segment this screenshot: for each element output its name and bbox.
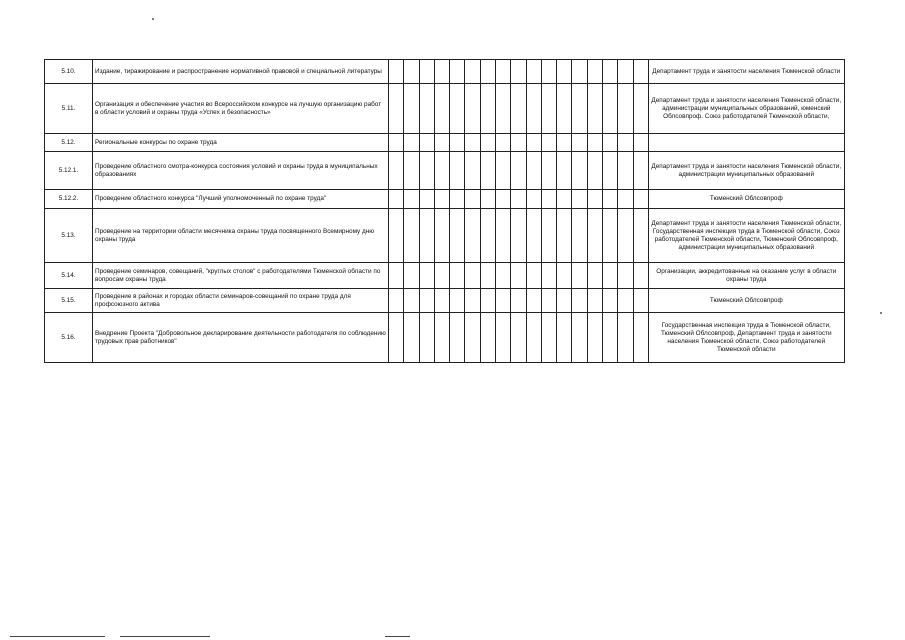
schedule-cell <box>618 60 633 84</box>
schedule-cell <box>404 263 419 289</box>
schedule-cell <box>541 152 556 190</box>
schedule-cell <box>572 152 587 190</box>
scan-speck <box>152 18 154 20</box>
table-row <box>45 209 845 263</box>
schedule-cell <box>495 84 510 134</box>
measure-name: Издание, тиражирование и распространение нормативной правовой и специальной литературы <box>93 60 389 84</box>
schedule-cell <box>450 313 465 363</box>
schedule-cell <box>618 263 633 289</box>
schedule-cell <box>404 134 419 152</box>
responsible-party: Организации, аккредитованные на оказание услуг в области охраны труда <box>648 263 844 289</box>
schedule-cell <box>404 190 419 209</box>
schedule-cell <box>419 152 434 190</box>
schedule-cell <box>419 190 434 209</box>
schedule-cell <box>618 209 633 263</box>
schedule-cell <box>511 134 526 152</box>
item-number: 5.14. <box>45 263 93 289</box>
schedule-cell <box>541 313 556 363</box>
schedule-cell <box>557 263 572 289</box>
schedule-cell <box>419 313 434 363</box>
schedule-cell <box>557 313 572 363</box>
schedule-cell <box>526 190 541 209</box>
table-row <box>45 313 845 363</box>
item-number: 5.12. <box>45 134 93 152</box>
schedule-cell <box>633 190 648 209</box>
schedule-cell <box>511 152 526 190</box>
schedule-cell <box>526 313 541 363</box>
schedule-cell <box>465 263 480 289</box>
schedule-cell <box>572 60 587 84</box>
schedule-cell <box>419 84 434 134</box>
bottom-edge-line <box>385 636 410 637</box>
schedule-cell <box>587 190 602 209</box>
schedule-cell <box>602 84 617 134</box>
schedule-cell <box>572 134 587 152</box>
schedule-cell <box>389 209 404 263</box>
schedule-cell <box>419 60 434 84</box>
schedule-cell <box>541 209 556 263</box>
schedule-cell <box>465 84 480 134</box>
schedule-cell <box>618 152 633 190</box>
schedule-cell <box>587 263 602 289</box>
schedule-cell <box>465 152 480 190</box>
schedule-cell <box>633 313 648 363</box>
schedule-cell <box>587 60 602 84</box>
schedule-cell <box>572 263 587 289</box>
schedule-cell <box>465 289 480 313</box>
schedule-cell <box>587 209 602 263</box>
schedule-cell <box>434 60 449 84</box>
schedule-cell <box>602 313 617 363</box>
schedule-cell <box>557 152 572 190</box>
schedule-cell <box>495 134 510 152</box>
schedule-cell <box>434 152 449 190</box>
measure-name: Проведение на территории области месячника охраны труда посвященного Всемирному дню охраны труда <box>93 209 389 263</box>
schedule-cell <box>465 209 480 263</box>
schedule-cell <box>480 60 495 84</box>
schedule-cell <box>602 289 617 313</box>
table-row <box>45 152 845 190</box>
schedule-cell <box>480 263 495 289</box>
responsible-party <box>648 134 844 152</box>
schedule-cell <box>450 152 465 190</box>
schedule-cell <box>495 263 510 289</box>
table-row <box>45 60 845 84</box>
schedule-cell <box>526 152 541 190</box>
schedule-cell <box>480 313 495 363</box>
measure-name: Проведение семинаров, совещаний, "круглых столов" с работодателями Тюменской области по вопросам охраны труда <box>93 263 389 289</box>
schedule-cell <box>434 134 449 152</box>
schedule-cell <box>541 60 556 84</box>
schedule-cell <box>572 289 587 313</box>
schedule-cell <box>526 60 541 84</box>
measure-name: Внедрение Проекта "Добровольное декларирование деятельности работодателя по соблюдению трудовых прав работников" <box>93 313 389 363</box>
schedule-cell <box>526 84 541 134</box>
schedule-cell <box>434 190 449 209</box>
schedule-cell <box>526 263 541 289</box>
schedule-cell <box>404 152 419 190</box>
schedule-cell <box>541 134 556 152</box>
schedule-cell <box>389 313 404 363</box>
schedule-cell <box>389 60 404 84</box>
responsible-party: Департамент труда и занятости населения Тюменской области, Государственная инспекция труда в Тюменской области, Союз работодателей Тюменской области, Тюменский Облсовпроф, администрации муниципальных образований <box>648 209 844 263</box>
schedule-cell <box>495 209 510 263</box>
responsible-party: Департамент труда и занятости населения Тюменской области <box>648 60 844 84</box>
schedule-cell <box>572 209 587 263</box>
schedule-cell <box>389 152 404 190</box>
measure-name: Проведение областного конкурса "Лучший уполномоченный по охране труда" <box>93 190 389 209</box>
schedule-cell <box>450 190 465 209</box>
schedule-cell <box>587 134 602 152</box>
schedule-cell <box>526 289 541 313</box>
schedule-cell <box>541 263 556 289</box>
schedule-cell <box>572 190 587 209</box>
responsible-party: Тюменский Облсовпроф <box>648 190 844 209</box>
schedule-cell <box>633 209 648 263</box>
table-row <box>45 289 845 313</box>
measure-name: Региональные конкурсы по охране труда <box>93 134 389 152</box>
schedule-cell <box>450 263 465 289</box>
schedule-cell <box>434 289 449 313</box>
schedule-cell <box>572 84 587 134</box>
schedule-cell <box>404 60 419 84</box>
measure-name: Проведение в районах и городах области семинаров-совещаний по охране труда для профсоюзного актива <box>93 289 389 313</box>
item-number: 5.11. <box>45 84 93 134</box>
schedule-cell <box>526 209 541 263</box>
schedule-cell <box>511 289 526 313</box>
schedule-cell <box>404 84 419 134</box>
schedule-cell <box>450 60 465 84</box>
item-number: 5.10. <box>45 60 93 84</box>
schedule-cell <box>404 313 419 363</box>
schedule-cell <box>557 84 572 134</box>
schedule-cell <box>587 84 602 134</box>
schedule-cell <box>480 190 495 209</box>
schedule-cell <box>389 134 404 152</box>
schedule-cell <box>541 289 556 313</box>
schedule-cell <box>602 60 617 84</box>
schedule-cell <box>419 209 434 263</box>
schedule-cell <box>526 134 541 152</box>
schedule-cell <box>572 313 587 363</box>
schedule-cell <box>389 289 404 313</box>
schedule-cell <box>511 190 526 209</box>
schedule-cell <box>465 190 480 209</box>
schedule-cell <box>450 84 465 134</box>
schedule-cell <box>557 209 572 263</box>
measure-name: Проведение областного смотра-конкурса состояния условий и охраны труда в муниципальных образованиях <box>93 152 389 190</box>
schedule-cell <box>511 84 526 134</box>
schedule-cell <box>389 84 404 134</box>
schedule-cell <box>602 190 617 209</box>
item-number: 5.12.1. <box>45 152 93 190</box>
scan-speck <box>880 312 882 314</box>
schedule-cell <box>495 60 510 84</box>
schedule-cell <box>511 209 526 263</box>
schedule-cell <box>541 84 556 134</box>
schedule-cell <box>602 152 617 190</box>
table-row <box>45 84 845 134</box>
schedule-cell <box>480 134 495 152</box>
schedule-cell <box>434 84 449 134</box>
schedule-cell <box>480 209 495 263</box>
schedule-cell <box>480 289 495 313</box>
schedule-cell <box>495 152 510 190</box>
schedule-cell <box>511 60 526 84</box>
responsible-party: Департамент труда и занятости населения Тюменской области, администрации муниципальных образований <box>648 152 844 190</box>
responsible-party: Государственная инспекция труда в Тюменской области, Тюменский Облсовпроф, Департамент труда и занятости населения Тюменской области, Союз работодателей Тюменской области <box>648 313 844 363</box>
schedule-cell <box>618 84 633 134</box>
schedule-cell <box>419 289 434 313</box>
schedule-cell <box>618 190 633 209</box>
schedule-cell <box>618 134 633 152</box>
schedule-cell <box>419 263 434 289</box>
schedule-cell <box>404 209 419 263</box>
item-number: 5.16. <box>45 313 93 363</box>
schedule-cell <box>434 313 449 363</box>
schedule-cell <box>465 60 480 84</box>
schedule-cell <box>495 190 510 209</box>
schedule-cell <box>465 313 480 363</box>
table-row <box>45 134 845 152</box>
schedule-cell <box>511 263 526 289</box>
schedule-cell <box>602 263 617 289</box>
schedule-cell <box>389 263 404 289</box>
item-number: 5.12.2. <box>45 190 93 209</box>
bottom-edge-line <box>10 636 105 637</box>
item-number: 5.15. <box>45 289 93 313</box>
schedule-cell <box>557 60 572 84</box>
schedule-cell <box>495 313 510 363</box>
table-row <box>45 190 845 209</box>
schedule-cell <box>557 190 572 209</box>
schedule-cell <box>450 134 465 152</box>
schedule-cell <box>434 209 449 263</box>
schedule-cell <box>511 313 526 363</box>
schedule-cell <box>541 190 556 209</box>
schedule-cell <box>450 289 465 313</box>
schedule-cell <box>587 289 602 313</box>
schedule-cell <box>434 263 449 289</box>
schedule-cell <box>633 60 648 84</box>
schedule-cell <box>389 190 404 209</box>
schedule-cell <box>602 134 617 152</box>
measures-table <box>44 59 845 363</box>
schedule-cell <box>602 209 617 263</box>
schedule-cell <box>618 289 633 313</box>
schedule-cell <box>633 152 648 190</box>
schedule-cell <box>480 152 495 190</box>
schedule-cell <box>557 134 572 152</box>
schedule-cell <box>633 84 648 134</box>
schedule-cell <box>465 134 480 152</box>
bottom-edge-line <box>120 636 210 637</box>
schedule-cell <box>419 134 434 152</box>
responsible-party: Тюменский Облсовпроф <box>648 289 844 313</box>
table-row <box>45 263 845 289</box>
schedule-cell <box>633 263 648 289</box>
item-number: 5.13. <box>45 209 93 263</box>
measure-name: Организация и обеспечение участия во Всероссийском конкурсе на лучшую организацию работ в области условий и охраны труда «Успех и безопасность» <box>93 84 389 134</box>
schedule-cell <box>557 289 572 313</box>
responsible-party: Департамент труда и занятости населения Тюменской области, администрации муниципальных образований, юменский Облсовпроф. Союз работодателей Тюменской области, <box>648 84 844 134</box>
schedule-cell <box>618 313 633 363</box>
schedule-cell <box>587 152 602 190</box>
schedule-cell <box>495 289 510 313</box>
schedule-cell <box>633 134 648 152</box>
schedule-cell <box>404 289 419 313</box>
schedule-cell <box>480 84 495 134</box>
schedule-cell <box>587 313 602 363</box>
schedule-cell <box>633 289 648 313</box>
schedule-cell <box>450 209 465 263</box>
